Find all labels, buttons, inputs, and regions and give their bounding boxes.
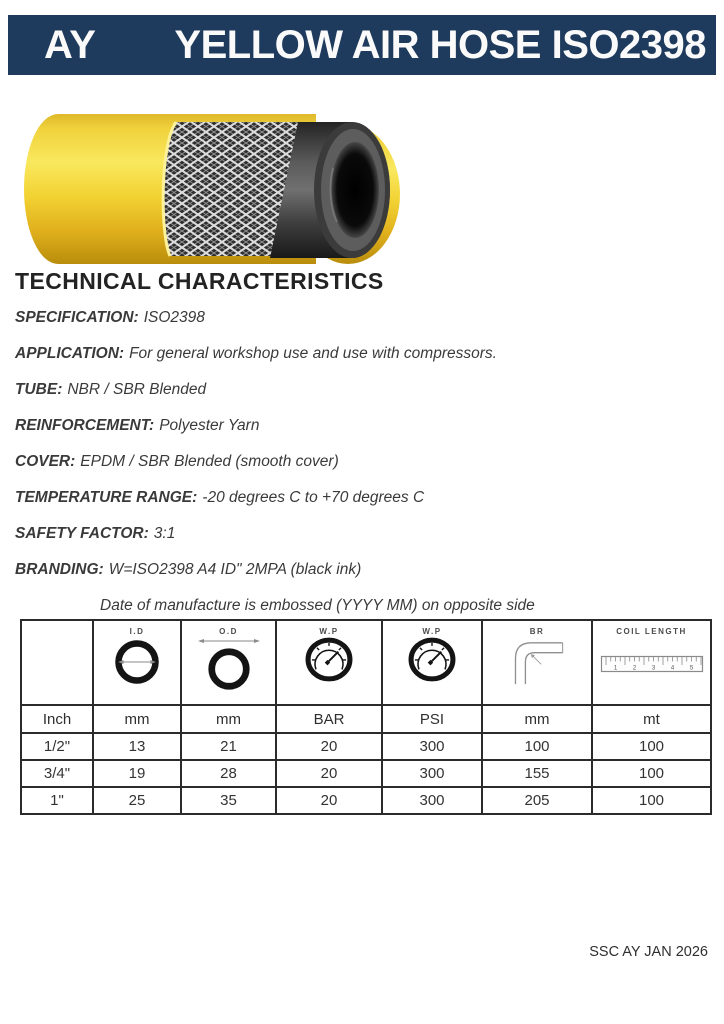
id-mm-cell: 13: [93, 733, 181, 760]
specification-list: [15, 307, 715, 631]
table-row: [21, 760, 711, 787]
wp-bar-cell: 20: [276, 760, 382, 787]
pressure-gauge-icon: [383, 637, 481, 682]
spec-specification: [15, 307, 715, 329]
outer-diameter-ring-icon: [182, 645, 275, 693]
spec-value: ISO2398: [143, 309, 205, 326]
id-column-label: I.D: [129, 627, 145, 636]
unit-cell: mm: [93, 705, 181, 733]
spec-branding: [15, 559, 715, 581]
pressure-gauge-icon: [277, 637, 381, 682]
coil-length-column-label: COIL LENGTH: [616, 627, 687, 636]
document-reference: SSC AY JAN 2026: [589, 944, 708, 960]
spec-label: COVER:: [15, 453, 76, 470]
spec-label: APPLICATION:: [15, 345, 125, 362]
spec-tube: [15, 379, 715, 401]
spec-value: NBR / SBR Blended: [67, 381, 207, 398]
manufacture-note: Date of manufacture is embossed (YYYY MM) on opposite side: [100, 597, 535, 614]
id-header-cell: [93, 620, 181, 705]
od-mm-cell: 35: [181, 787, 276, 814]
bend-radius-icon: [483, 637, 591, 685]
spec-value: For general workshop use and use with compressors.: [129, 345, 497, 362]
br-mm-cell: 205: [482, 787, 592, 814]
spec-label: REINFORCEMENT:: [15, 417, 155, 434]
inner-diameter-ring-icon: [94, 637, 180, 687]
id-mm-cell: 19: [93, 760, 181, 787]
unit-cell: PSI: [382, 705, 482, 733]
spec-value: Polyester Yarn: [159, 417, 260, 434]
wp-bar-header-cell: [276, 620, 382, 705]
size-cell: 1": [21, 787, 93, 814]
table-row: [21, 733, 711, 760]
br-mm-cell: 155: [482, 760, 592, 787]
wp-bar-cell: 20: [276, 787, 382, 814]
svg-text:3: 3: [651, 665, 655, 672]
unit-cell: mm: [181, 705, 276, 733]
wp-psi-cell: 300: [382, 733, 482, 760]
unit-cell: BAR: [276, 705, 382, 733]
table-units-row: [21, 705, 711, 733]
coil-length-cell: 100: [592, 787, 711, 814]
svg-text:5: 5: [689, 665, 693, 672]
wp-psi-cell: 300: [382, 787, 482, 814]
svg-text:2: 2: [632, 665, 636, 672]
spec-temperature-range: [15, 487, 715, 509]
size-cell: 1/2": [21, 733, 93, 760]
svg-text:1: 1: [613, 665, 617, 672]
od-column-label: O.D: [219, 627, 238, 636]
svg-text:4: 4: [670, 665, 674, 672]
sizes-table: [20, 619, 712, 815]
spec-application: [15, 343, 715, 365]
spec-cover: [15, 451, 715, 473]
spec-label: TEMPERATURE RANGE:: [15, 489, 198, 506]
spec-safety-factor: [15, 523, 715, 545]
coil-length-cell: 100: [592, 760, 711, 787]
page-title: YELLOW AIR HOSE ISO2398: [174, 23, 706, 67]
spec-reinforcement: [15, 415, 715, 437]
header-bar: [8, 15, 716, 75]
spec-value: W=ISO2398 A4 ID" 2MPA (black ink): [108, 561, 362, 578]
empty-header-cell: [21, 620, 93, 705]
wp-column-label: W.P: [422, 627, 442, 636]
wp-psi-header-cell: [382, 620, 482, 705]
section-title: TECHNICAL CHARACTERISTICS: [15, 268, 384, 294]
wp-column-label: W.P: [319, 627, 339, 636]
unit-cell: mm: [482, 705, 592, 733]
od-header-cell: [181, 620, 276, 705]
unit-cell: mt: [592, 705, 711, 733]
unit-cell: Inch: [21, 705, 93, 733]
id-mm-cell: 25: [93, 787, 181, 814]
br-column-label: BR: [529, 627, 545, 636]
od-mm-cell: 28: [181, 760, 276, 787]
spec-label: BRANDING:: [15, 561, 104, 578]
size-cell: 3/4": [21, 760, 93, 787]
hose-cutaway-image: [14, 110, 424, 268]
coil-length-header-cell: [592, 620, 711, 705]
product-code: AY: [44, 23, 96, 67]
od-width-arrow-icon: [182, 637, 275, 645]
wp-psi-cell: 300: [382, 760, 482, 787]
hose-illustration: [14, 110, 424, 268]
ruler-icon: [593, 652, 710, 678]
od-mm-cell: 21: [181, 733, 276, 760]
spec-label: TUBE:: [15, 381, 63, 398]
table-row: [21, 787, 711, 814]
coil-length-cell: 100: [592, 733, 711, 760]
spec-value: EPDM / SBR Blended (smooth cover): [80, 453, 339, 470]
spec-label: SAFETY FACTOR:: [15, 525, 149, 542]
spec-label: SPECIFICATION:: [15, 309, 139, 326]
table-icon-header-row: [21, 620, 711, 705]
spec-value: 3:1: [153, 525, 176, 542]
br-mm-cell: 100: [482, 733, 592, 760]
spec-value: -20 degrees C to +70 degrees C: [202, 489, 425, 506]
wp-bar-cell: 20: [276, 733, 382, 760]
br-header-cell: [482, 620, 592, 705]
